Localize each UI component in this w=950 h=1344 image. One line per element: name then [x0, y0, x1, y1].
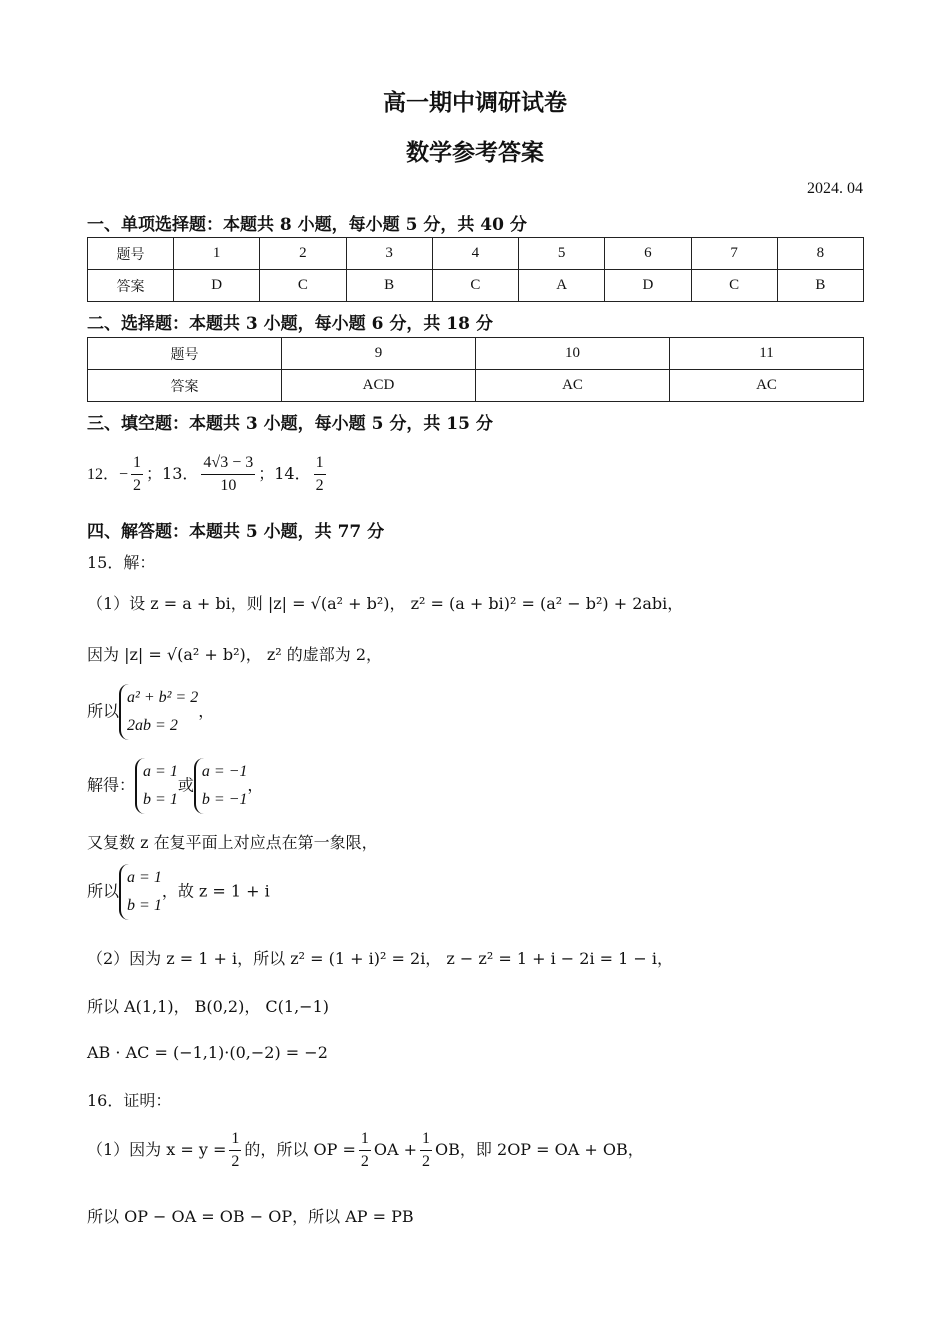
row-header-answer: 答案 — [88, 370, 282, 402]
question-number: 11 — [670, 338, 864, 370]
half-fraction — [229, 1128, 241, 1173]
question-number: 3 — [346, 238, 432, 270]
p16-text: OB，即 2OP = OA + OB， — [435, 1140, 644, 1159]
section3-heading: 三、填空题：本题共 3 小题，每小题 5 分，共 15 分 — [87, 414, 493, 434]
half-fraction — [359, 1128, 371, 1173]
answer-cell: C — [432, 270, 518, 302]
q13-numerator: 4√3 − 3 — [201, 452, 255, 475]
p16-text: OA + — [373, 1140, 418, 1159]
system-suffix: ，故 z = 1 + i — [161, 881, 270, 901]
denominator: 2 — [360, 1153, 369, 1170]
answer-cell: AC — [476, 370, 670, 402]
table-row — [88, 270, 864, 302]
equation: a = 1 — [127, 869, 162, 886]
p16-line-1 — [87, 1128, 644, 1173]
answer-cell: B — [777, 270, 863, 302]
p15-line-5: 又复数 z 在复平面上对应点在第一象限， — [87, 833, 378, 852]
equation: a = −1 — [201, 763, 248, 780]
section4-heading: 四、解答题：本题共 5 小题，共 77 分 — [87, 522, 385, 542]
p15-system-1 — [87, 684, 214, 740]
p15-solutions — [87, 758, 263, 814]
q14-fraction — [314, 452, 326, 497]
denominator: 2 — [422, 1153, 431, 1170]
answer-cell: ACD — [282, 370, 476, 402]
answer-cell: B — [346, 270, 432, 302]
document-date: 2024. 04 — [807, 180, 863, 197]
section2-answer-table — [87, 337, 864, 402]
table-row — [88, 370, 864, 402]
half-fraction — [420, 1128, 432, 1173]
or-word: 或 — [177, 775, 194, 795]
q13-denominator: 10 — [220, 477, 237, 494]
q13-fraction — [201, 452, 255, 497]
solution-prefix: 解得： — [87, 775, 136, 795]
p15-line-7: （2）因为 z = 1 + i，所以 z² = (1 + i)² = 2i， z − z² = 1 + i − 2i = 1 − i， — [87, 949, 674, 968]
answer-cell: C — [260, 270, 346, 302]
q13-label: ；13． — [146, 464, 199, 483]
row-header-answer: 答案 — [88, 270, 174, 302]
question-number: 7 — [691, 238, 777, 270]
question-number: 2 — [260, 238, 346, 270]
question-number: 9 — [282, 338, 476, 370]
p15-system-2 — [87, 864, 270, 920]
row-header-question: 题号 — [88, 238, 174, 270]
row-header-question: 题号 — [88, 338, 282, 370]
fill-in-answers — [87, 452, 329, 497]
answer-cell: C — [691, 270, 777, 302]
system-prefix: 所以 — [87, 881, 120, 901]
numerator: 1 — [229, 1128, 241, 1151]
problem15-label: 15．解： — [87, 553, 156, 572]
q12-numerator: 1 — [131, 452, 143, 475]
section1-heading: 一、单项选择题：本题共 8 小题，每小题 5 分，共 40 分 — [87, 215, 527, 235]
q14-denominator: 2 — [315, 477, 324, 494]
system-suffix: ， — [198, 701, 215, 721]
section1-answer-table — [87, 237, 864, 302]
question-number: 8 — [777, 238, 863, 270]
p15-line-2: 因为 |z| = √(a² + b²)， z² 的虚部为 2， — [87, 645, 383, 664]
question-number: 10 — [476, 338, 670, 370]
p15-line-1: （1）设 z = a + bi，则 |z| = √(a² + b²)， z² = (a + bi)² = (a² − b²) + 2abi， — [87, 594, 684, 613]
solution-suffix: ， — [247, 775, 264, 795]
equation-system — [135, 758, 178, 814]
p15-line-9: AB · AC = (−1,1)·(0,−2) = −2 — [87, 1043, 328, 1062]
equation: b = −1 — [201, 791, 248, 808]
q12-fraction — [131, 452, 143, 497]
system-prefix: 所以 — [87, 701, 120, 721]
answer-cell: D — [605, 270, 691, 302]
document-subtitle: 数学参考答案 — [406, 139, 544, 166]
equation: b = 1 — [143, 791, 178, 808]
p16-line-2: 所以 OP − OA = OB − OP，所以 AP = PB — [87, 1207, 414, 1226]
p15-line-8: 所以 A(1,1)， B(0,2)， C(1,−1) — [87, 997, 330, 1016]
table-row — [88, 338, 864, 370]
answer-cell: D — [174, 270, 260, 302]
q12-label: 12． — [87, 466, 120, 483]
question-number: 4 — [432, 238, 518, 270]
answer-cell: A — [519, 270, 605, 302]
equation-system — [119, 864, 162, 920]
p16-text: （1）因为 x = y = — [87, 1140, 227, 1159]
denominator: 2 — [231, 1153, 240, 1170]
q12-denominator: 2 — [133, 477, 142, 494]
document-title: 高一期中调研试卷 — [383, 89, 567, 116]
table-row — [88, 238, 864, 270]
equation-system — [194, 758, 248, 814]
numerator: 1 — [359, 1128, 371, 1151]
q14-label: ；14． — [258, 464, 311, 483]
question-number: 6 — [605, 238, 691, 270]
q14-numerator: 1 — [314, 452, 326, 475]
equation: a² + b² = 2 — [127, 689, 199, 706]
equation-system — [119, 684, 198, 740]
answer-cell: AC — [670, 370, 864, 402]
question-number: 5 — [519, 238, 605, 270]
q12-sign: − — [119, 466, 129, 483]
equation: 2ab = 2 — [127, 717, 178, 734]
equation: b = 1 — [127, 897, 162, 914]
equation: a = 1 — [143, 763, 178, 780]
p16-text: 的，所以 OP = — [244, 1140, 356, 1159]
problem16-label: 16．证明： — [87, 1091, 172, 1110]
section2-heading: 二、选择题：本题共 3 小题，每小题 6 分，共 18 分 — [87, 314, 493, 334]
question-number: 1 — [174, 238, 260, 270]
numerator: 1 — [420, 1128, 432, 1151]
